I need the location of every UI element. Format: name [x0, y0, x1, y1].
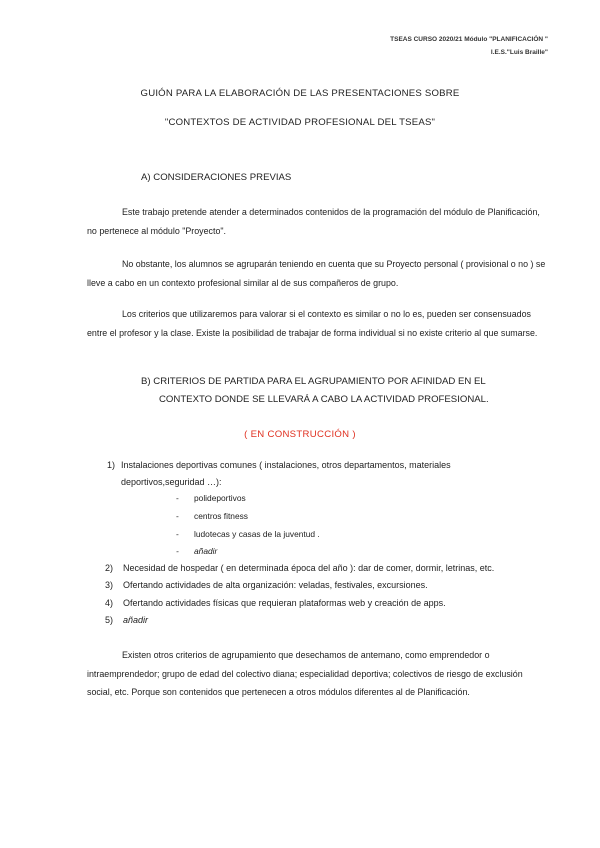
- list-item-1-line2: deportivos,seguridad …):: [121, 477, 222, 487]
- section-b-heading-line1: B) CRITERIOS DE PARTIDA PARA EL AGRUPAMIENTO POR AFINIDAD EN EL: [141, 376, 486, 387]
- list-number: 2): [105, 563, 114, 573]
- section-a-heading: A) CONSIDERACIONES PREVIAS: [141, 172, 292, 183]
- sub-item-text: polideportivos: [194, 493, 246, 503]
- list-number: 5): [105, 615, 114, 625]
- list-number: 3): [105, 580, 114, 590]
- sub-item-text: añadir: [194, 546, 218, 556]
- list-number: 4): [105, 598, 114, 608]
- paragraph-text: Existen otros criterios de agrupamiento que desechamos de antemano, como emprendedor o intraemprendedor; grupo de edad del colectivo diana; especialidad deportiva; colectivos de riesgo de exclusión social, etc. Porque son contenidos que pertenecen a otros módulos diferentes al de Planificación.: [87, 650, 523, 697]
- list-text: Ofertando actividades de alta organización: veladas, festivales, excursiones.: [123, 580, 428, 590]
- section-a-paragraph-2: [87, 255, 547, 292]
- list-number: 1): [107, 460, 116, 470]
- header-course-line: TSEAS CURSO 2020/21 Módulo "PLANIFICACIÓN ": [390, 36, 548, 43]
- list-item-1-line1: [107, 460, 451, 470]
- dash-bullet: -: [176, 529, 179, 539]
- list-item-3: [105, 580, 428, 590]
- paragraph-text: Los criterios que utilizaremos para valorar si el contexto es similar o no lo es, pueden ser consensuados entre el profesor y la clase. Existe la posibilidad de trabajar de forma individual si no existe criterio al que sumarse.: [87, 309, 538, 338]
- paragraph-text: Este trabajo pretende atender a determinados contenidos de la programación del módulo de Planificación, no pertenece al módulo "Proyecto".: [87, 207, 540, 236]
- page-header: [390, 33, 548, 59]
- list-item-2: [105, 563, 494, 573]
- document-title-line1: GUIÓN PARA LA ELABORACIÓN DE LAS PRESENTACIONES SOBRE: [140, 88, 460, 99]
- sub-item-text: centros fitness: [194, 511, 248, 521]
- document-title-line2: "CONTEXTOS DE ACTIVIDAD PROFESIONAL DEL TSEAS": [164, 117, 436, 128]
- sub-item-2: [176, 511, 248, 521]
- sub-item-4: [176, 546, 217, 556]
- dash-bullet: -: [176, 493, 179, 503]
- construction-status: ( EN CONSTRUCCIÓN ): [244, 429, 356, 440]
- section-a-paragraph-3: [87, 305, 547, 342]
- header-school-line: I.E.S."Luis Braille": [490, 49, 548, 56]
- list-text: Instalaciones deportivas comunes ( instalaciones, otros departamentos, materiales: [121, 460, 451, 470]
- list-item-5: [105, 615, 148, 625]
- list-text: añadir: [123, 615, 149, 625]
- dash-bullet: -: [176, 511, 179, 521]
- list-text: Necesidad de hospedar ( en determinada época del año ): dar de comer, dormir, letrinas, etc.: [123, 563, 495, 573]
- dash-bullet: -: [176, 546, 179, 556]
- section-a-paragraph-1: [87, 203, 547, 240]
- section-b-heading-line2: CONTEXTO DONDE SE LLEVARÁ A CABO LA ACTIVIDAD PROFESIONAL.: [159, 394, 489, 405]
- list-item-4: [105, 598, 446, 608]
- sub-item-3: [176, 529, 320, 539]
- sub-item-1: [176, 493, 246, 503]
- paragraph-text: No obstante, los alumnos se agruparán teniendo en cuenta que su Proyecto personal ( provisional o no ) se lleve a cabo en un contexto profesional similar al de sus compañeros de grupo.: [87, 259, 546, 288]
- list-text: Ofertando actividades físicas que requieran plataformas web y creación de apps.: [123, 598, 446, 608]
- sub-item-text: ludotecas y casas de la juventud .: [194, 529, 320, 539]
- closing-paragraph: [87, 646, 547, 702]
